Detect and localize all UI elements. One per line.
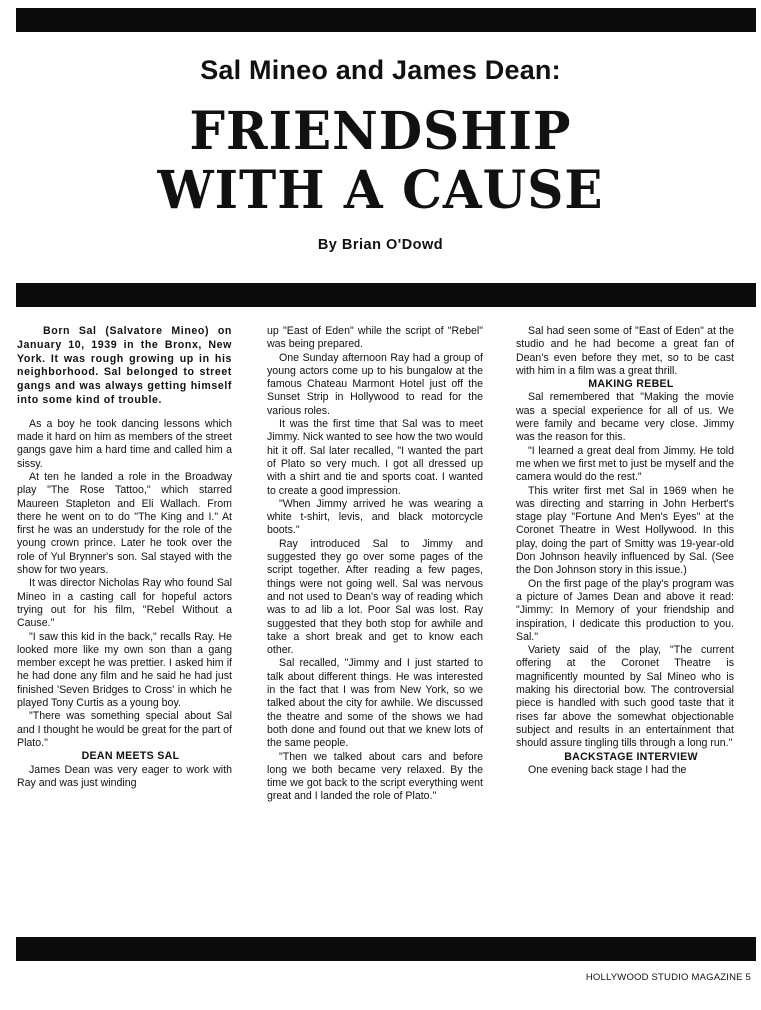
bottom-rule-bar bbox=[16, 937, 756, 961]
headline-line-1: FRIENDSHIP bbox=[189, 99, 572, 162]
lead-paragraph: Born Sal (Salvatore Mineo) on January 10, 1939 in the Bronx, New York. It was rough growing up in his neighborhood. Sal belonged to street gangs and was always getting himself into some kind of trouble. bbox=[17, 325, 232, 406]
article-column-2 bbox=[267, 325, 483, 930]
body-paragraph: "There was something special about Sal and I thought he would be great for the part of Plato." bbox=[17, 710, 232, 749]
body-paragraph: On the first page of the play's program was a picture of James Dean and above it read: "Jimmy: In Memory of your friendship and inspiration, I dedicate this production to you. Sal." bbox=[516, 577, 734, 643]
paragraph-gap bbox=[17, 408, 232, 418]
section-subhead: BACKSTAGE INTERVIEW bbox=[564, 750, 698, 763]
section-subhead: MAKING REBEL bbox=[588, 378, 674, 391]
article-kicker: Sal Mineo and James Dean: bbox=[200, 55, 561, 85]
body-paragraph: James Dean was very eager to work with Ray and was just winding bbox=[17, 763, 232, 789]
body-paragraph: "I learned a great deal from Jimmy. He told me when we first met to just be myself and the camera would do the rest." bbox=[516, 444, 734, 484]
body-paragraph: "I saw this kid in the back," recalls Ray. He looked more like my own son than a gang member except he was prettier. I asked him if he had done any film and he said he had just finished 'Seven Bridges to Cross' in which he played Tony Curtis as a young boy. bbox=[17, 630, 232, 710]
body-paragraph: As a boy he took dancing lessons which made it hard on him as members of the street gangs gave him a hard time and called him a sissy. bbox=[17, 417, 232, 470]
article-column-1 bbox=[17, 325, 232, 930]
article-column-3 bbox=[516, 325, 734, 930]
body-paragraph: One Sunday afternoon Ray had a group of young actors come up to his bungalow at the famous Chateau Marmont Hotel just off the Sunset Strip in Hollywood to read for the various roles. bbox=[267, 351, 483, 417]
byline: By Brian O'Dowd bbox=[317, 237, 444, 253]
body-paragraph: "When Jimmy arrived he was wearing a white t-shirt, levis, and black motorcycle boots." bbox=[267, 497, 483, 537]
body-paragraph: It was the first time that Sal was to meet Jimmy. Nick wanted to see how the two would hit it off. Sal later recalled, "I wanted the part of Plato so very much. I got all dressed up with a shirt and tie and sports coat. I wanted to create a good impression. bbox=[267, 418, 483, 497]
body-paragraph: Ray introduced Sal to Jimmy and suggested they go over some pages of the script together. After reading a few pages, things were not going well. Sal was nervous and not used to Dean's way of reading which was to ad lib a lot. Poor Sal was lost. Ray suggested that they both stop for awhile and take a short break and get to know each other. bbox=[267, 537, 483, 657]
body-paragraph: Sal remembered that "Making the movie was a special experience for all of us. We were family and became very close. Jimmy was the reason for this. bbox=[516, 391, 734, 444]
body-paragraph: up "East of Eden" while the script of "Rebel" was being prepared. bbox=[267, 325, 483, 351]
body-paragraph: It was director Nicholas Ray who found Sal Mineo in a casting call for hopeful actors trying out for his film, "Rebel Without a Cause." bbox=[17, 577, 232, 630]
body-paragraph: This writer first met Sal in 1969 when he was directing and starring in John Herbert's stage play "Fortune And Men's Eyes" at the Coronet Theatre in West Hollywood. In this play, doing the part of Smitty was 19-year-old Don Johnson heavily influenced by Sal. (See the Don Johnson story in this issue.) bbox=[516, 484, 734, 577]
headline-line-2: WITH A CAUSE bbox=[157, 158, 604, 221]
top-rule-bar bbox=[16, 8, 756, 32]
page-folio: HOLLYWOOD STUDIO MAGAZINE 5 bbox=[585, 972, 751, 983]
section-subhead: DEAN MEETS SAL bbox=[81, 750, 180, 763]
body-paragraph: Sal had seen some of "East of Eden" at the studio and he had become a great fan of Dean's even before they met, so to be cast with him in a film was a great thrill. bbox=[516, 325, 734, 377]
middle-rule-bar bbox=[16, 283, 756, 307]
body-paragraph: "Then we talked about cars and before long we both became very relaxed. By the time we got back to the script everything went great and I landed the role of Plato." bbox=[267, 750, 483, 803]
body-paragraph: One evening back stage I had the bbox=[528, 763, 687, 776]
body-paragraph: Sal recalled, "Jimmy and I just started to talk about different things. He was interested in the fact that I was from New York, so we talked about the city for awhile. We discussed the theatre and some of the shows we had both done and found out that we knew lots of the same people. bbox=[267, 657, 483, 750]
body-paragraph: At ten he landed a role in the Broadway play "The Rose Tattoo," which starred Maureen Stapleton and Eli Wallach. From there he went on to do "The King and I." At first he was an understudy for the role of the young crown prince. Later he took over the role of Yul Brynner's son. Sal stayed with the show for two years. bbox=[17, 470, 232, 577]
body-paragraph: Variety said of the play, "The current offering at the Coronet Theatre is magnificently mounted by Sal Mineo who is making his directorial bow. The controversial piece is handled with such good taste that it rises far above the somewhat objectionable subject and results in an entertainment that should assure tingling tills through a long run." bbox=[516, 644, 734, 750]
